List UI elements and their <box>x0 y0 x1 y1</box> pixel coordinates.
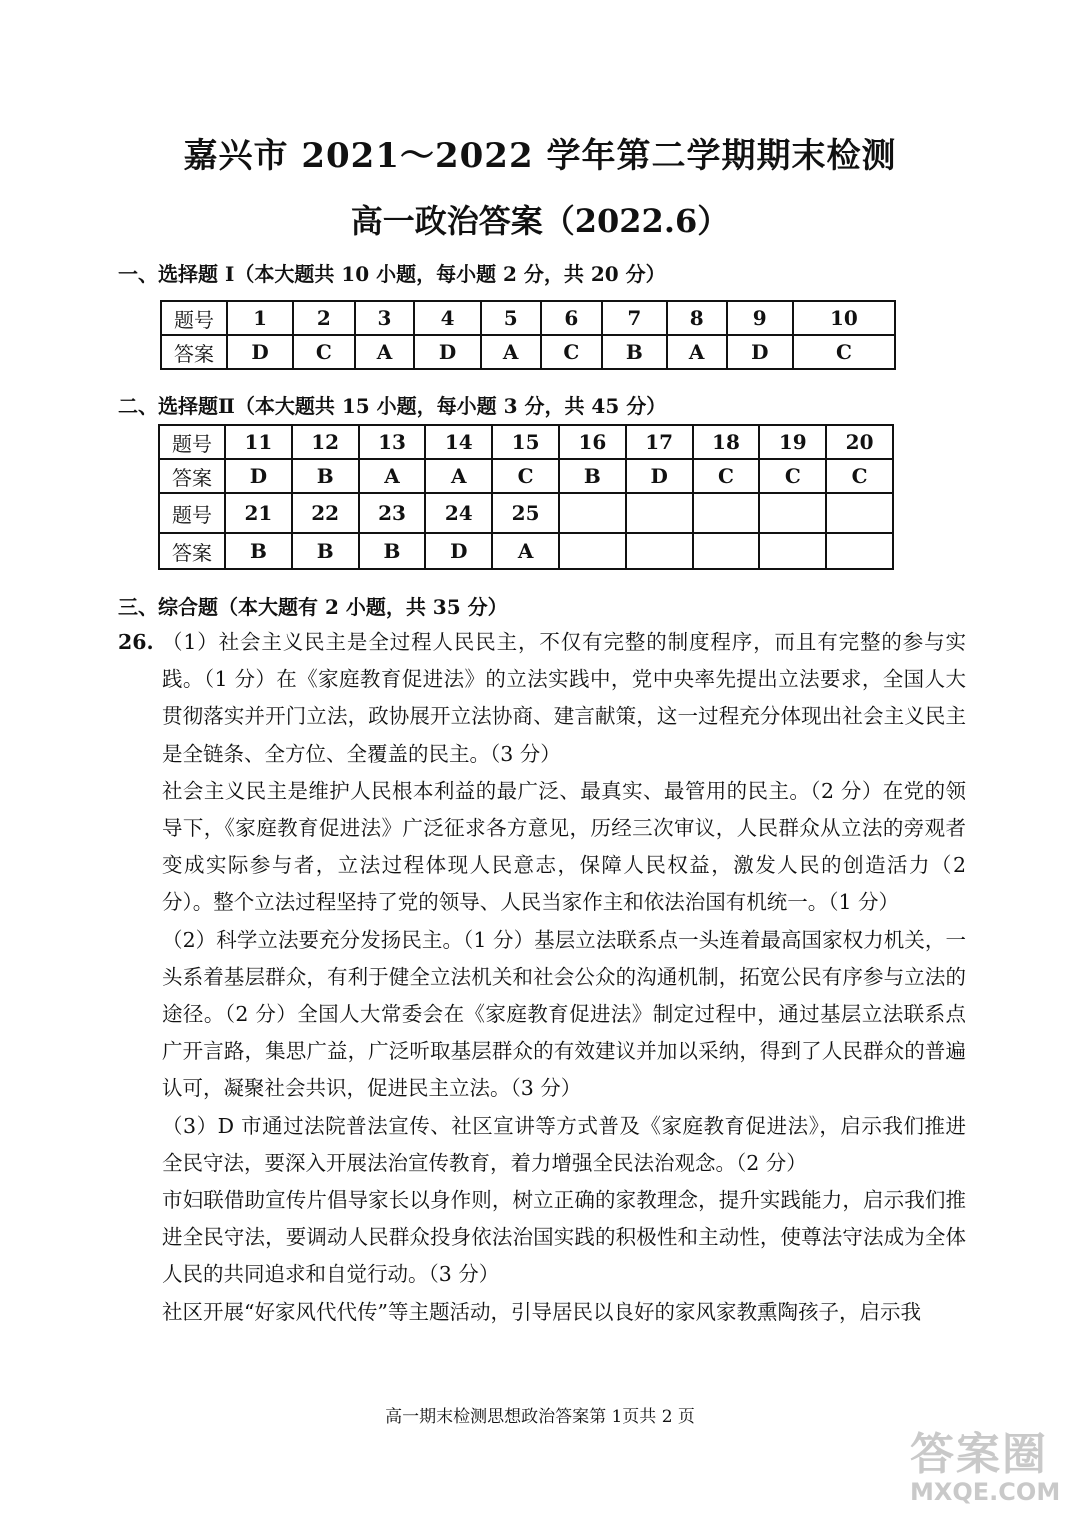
table-cell: 6 <box>541 301 602 335</box>
table-cell: C <box>826 459 893 493</box>
table-cell <box>693 493 760 533</box>
table-cell: C <box>541 335 602 369</box>
section2-heading: 二、选择题Ⅱ（本大题共 15 小题，每小题 3 分，共 45 分） <box>118 394 667 418</box>
table-cell: D <box>425 533 492 569</box>
table-cell: B <box>225 533 292 569</box>
table-cell: 8 <box>667 301 727 335</box>
table-cell: A <box>481 335 541 369</box>
watermark-line1: 答案圈 <box>910 1429 1048 1480</box>
table-cell: 12 <box>292 425 359 459</box>
table-cell: 3 <box>355 301 415 335</box>
table-cell: 4 <box>414 301 480 335</box>
table-cell: 23 <box>359 493 426 533</box>
table-cell: A <box>359 459 426 493</box>
table-cell: 16 <box>559 425 626 459</box>
table-cell: 11 <box>225 425 292 459</box>
question-26-answer-text <box>162 624 966 1331</box>
table-cell: C <box>693 459 760 493</box>
table-cell: 14 <box>425 425 492 459</box>
table-cell: B <box>292 459 359 493</box>
row-label-question-number: 题号 <box>159 493 225 533</box>
answer-paragraph: 市妇联借助宣传片倡导家长以身作则，树立正确的家教理念，提升实践能力，启示我们推进全民守法，要调动人民群众投身依法治国实践的积极性和主动性，使尊法守法成为全体人民的共同追求和自觉行动。（3 分） <box>162 1188 966 1287</box>
table-cell: C <box>793 335 895 369</box>
section1-answer-table <box>160 300 896 370</box>
table-row-numbers <box>161 301 895 335</box>
watermark-logo <box>910 1418 1070 1518</box>
answer-paragraph: 社会主义民主是维护人民根本利益的最广泛、最真实、最管用的民主。（2 分）在党的领导下，《家庭教育促进法》广泛征求各方意见，历经三次审议，人民群众从立法的旁观者变成实际参与者，立法过程体现人民意志，保障人民权益，激发人民的创造活力（2 分）。整个立法过程坚持了党的领导、人民当家作主和依法治国有机统一。（1 分） <box>162 778 966 915</box>
table-cell: C <box>759 459 826 493</box>
table-cell: A <box>425 459 492 493</box>
page-footer: 高一期末检测思想政治答案第 1页共 2 页 <box>385 1407 695 1427</box>
watermark-line2: MXQE.COM <box>910 1478 1061 1506</box>
table-cell: 21 <box>225 493 292 533</box>
table-cell: D <box>727 335 793 369</box>
table-cell <box>559 493 626 533</box>
row-label-question-number: 题号 <box>161 301 227 335</box>
table-row-numbers <box>159 425 893 459</box>
row-label-answer: 答案 <box>159 459 225 493</box>
table-cell <box>559 533 626 569</box>
table-cell: 10 <box>793 301 895 335</box>
row-label-question-number: 题号 <box>159 425 225 459</box>
table-cell: 7 <box>602 301 667 335</box>
row-label-answer: 答案 <box>159 533 225 569</box>
table-cell: D <box>225 459 292 493</box>
table-cell: 19 <box>759 425 826 459</box>
table-cell: D <box>227 335 293 369</box>
table-cell <box>826 493 893 533</box>
document-title: 嘉兴市 2021～2022 学年第二学期期末检测 <box>183 136 897 176</box>
table-cell: B <box>292 533 359 569</box>
section3-heading: 三、综合题（本大题有 2 小题，共 35 分） <box>118 595 508 619</box>
table-cell <box>626 493 693 533</box>
table-cell <box>759 533 826 569</box>
table-cell: D <box>626 459 693 493</box>
answer-paragraph: （3）D 市通过法院普法宣传、社区宣讲等方式普及《家庭教育促进法》，启示我们推进全民守法，要深入开展法治宣传教育，着力增强全民法治观念。（2 分） <box>162 1113 966 1175</box>
table-row-answers <box>161 335 895 369</box>
table-cell: B <box>602 335 667 369</box>
answer-paragraph: （2）科学立法要充分发扬民主。（1 分）基层立法联系点一头连着最高国家权力机关，一头系着基层群众，有利于健全立法机关和社会公众的沟通机制，拓宽公民有序参与立法的途径。（2 分）全国人大常委会在《家庭教育促进法》制定过程中，通过基层立法联系点广开言路，集思广益，广泛听取基层群众的有效建议并加以采纳，得到了人民群众的普遍认可，凝聚社会共识，促进民主立法。（3 分） <box>162 927 966 1101</box>
answer-paragraph: （1）社会主义民主是全过程人民民主，不仅有完整的制度程序，而且有完整的参与实践。（1 分）在《家庭教育促进法》的立法实践中，党中央率先提出立法要求，全国人大贯彻落实并开门立法，政协展开立法协商、建言献策，这一过程充分体现出社会主义民主是全链条、全方位、全覆盖的民主。（3 分） <box>162 630 966 766</box>
row-label-answer: 答案 <box>161 335 227 369</box>
table-row-numbers <box>159 493 893 533</box>
table-cell: 25 <box>492 493 559 533</box>
answer-paragraph: 社区开展“好家风代代传”等主题活动，引导居民以良好的家风家教熏陶孩子，启示我 <box>162 1299 921 1324</box>
table-cell: 20 <box>826 425 893 459</box>
table-cell <box>759 493 826 533</box>
section1-heading: 一、选择题 I（本大题共 10 小题，每小题 2 分，共 20 分） <box>118 262 666 286</box>
table-cell: B <box>359 533 426 569</box>
table-cell <box>626 533 693 569</box>
table-cell: 17 <box>626 425 693 459</box>
table-cell <box>826 533 893 569</box>
table-row-answers <box>159 459 893 493</box>
table-cell: 18 <box>693 425 760 459</box>
section2-answer-table <box>158 424 894 570</box>
table-cell: B <box>559 459 626 493</box>
table-cell: D <box>414 335 480 369</box>
table-cell: 15 <box>492 425 559 459</box>
table-cell: A <box>667 335 727 369</box>
table-cell: 9 <box>727 301 793 335</box>
table-cell: 24 <box>425 493 492 533</box>
table-cell: A <box>355 335 415 369</box>
table-cell: C <box>293 335 354 369</box>
table-cell: 5 <box>481 301 541 335</box>
table-cell: A <box>492 533 559 569</box>
table-cell: 1 <box>227 301 293 335</box>
question-26-number: 26. <box>118 630 154 654</box>
table-cell: 22 <box>292 493 359 533</box>
table-cell: C <box>492 459 559 493</box>
table-cell <box>693 533 760 569</box>
table-row-answers <box>159 533 893 569</box>
table-cell: 2 <box>293 301 354 335</box>
document-subtitle: 高一政治答案（2022.6） <box>350 202 730 240</box>
table-cell: 13 <box>359 425 426 459</box>
